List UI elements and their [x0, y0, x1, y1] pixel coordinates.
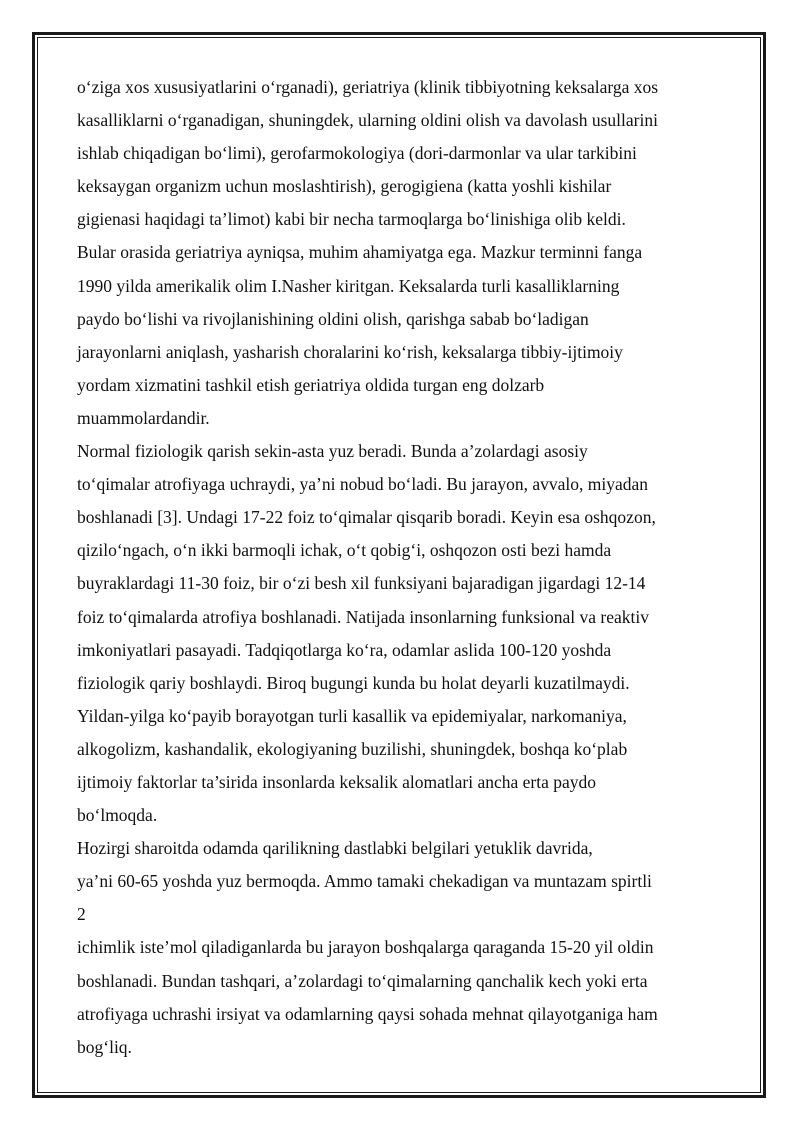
document-body [77, 71, 737, 1064]
text-line: ichimlik iste’mol qiladiganlarda bu jarayon boshqalarga qaraganda 15-20 yil oldin [77, 937, 654, 958]
text-line: foiz to‘qimalarda atrofiya boshlanadi. Natijada insonlarning funksional va reaktiv [77, 606, 649, 627]
text-line: keksaygan organizm uchun moslashtirish), gerogigiena (katta yoshli kishilar [77, 176, 612, 197]
text-line: boshlanadi [3]. Undagi 17-22 foiz to‘qimalar qisqarib boradi. Keyin esa oshqozon, [77, 507, 656, 528]
page-number: 2 [77, 904, 86, 925]
text-line: ya’ni 60-65 yoshda yuz bermoqda. Ammo tamaki chekadigan va muntazam spirtli [77, 871, 652, 892]
text-line: ijtimoiy faktorlar ta’sirida insonlarda keksalik alomatlari ancha erta paydo [77, 771, 596, 792]
text-line: fiziologik qariy boshlaydi. Biroq bugungi kunda bu holat deyarli kuzatilmaydi. [77, 672, 630, 693]
text-line: Yildan-yilga ko‘payib borayotgan turli kasallik va epidemiyalar, narkomaniya, [77, 705, 627, 726]
text-line: bo‘lmoqda. [77, 805, 158, 826]
text-line: qizilo‘ngach, o‘n ikki barmoqli ichak, o‘t qobig‘i, oshqozon osti bezi hamda [77, 540, 612, 561]
text-line: paydo bo‘lishi va rivojlanishining oldini olish, qarishga sabab bo‘ladigan [77, 308, 589, 329]
text-line: o‘ziga xos xususiyatlarini o‘rganadi), geriatriya (klinik tibbiyotning keksalarga xos [77, 77, 659, 97]
text-line: kasalliklarni o‘rganadigan, shuningdek, ularning oldini olish va davolash usullarini [77, 110, 658, 131]
text-line: imkoniyatlari pasayadi. Tadqiqotlarga ko‘ra, odamlar aslida 100-120 yoshda [77, 639, 612, 660]
text-line: buyraklardagi 11-30 foiz, bir o‘zi besh xil funksiyani bajaradigan jigardagi 12-14 [77, 573, 646, 594]
text-line: Bular orasida geriatriya ayniqsa, muhim ahamiyatga ega. Mazkur terminni fanga [77, 242, 643, 263]
text-line: muammolardandir. [77, 407, 210, 428]
text-line: to‘qimalar atrofiyaga uchraydi, ya’ni nobud bo‘ladi. Bu jarayon, avvalo, miyadan [77, 474, 648, 495]
text-line: atrofiyaga uchrashi irsiyat va odamlarning qaysi sohada mehnat qilayotganiga ham [77, 1003, 658, 1024]
text-line: gigienasi haqidagi ta’limot) kabi bir necha tarmoqlarga bo‘linishiga olib keldi. [77, 209, 626, 230]
text-line: jarayonlarni aniqlash, yasharish choralarini ko‘rish, keksalarga tibbiy-ijtimoiy [77, 341, 623, 362]
text-line: Hozirgi sharoitda odamda qarilikning dastlabki belgilari yetuklik davrida, [77, 838, 593, 859]
text-line: boshlanadi. Bundan tashqari, a’zolardagi to‘qimalarning qanchalik kech yoki erta [77, 970, 648, 991]
text-line: alkogolizm, kashandalik, ekologiyaning buzilishi, shuningdek, boshqa ko‘plab [77, 738, 628, 759]
text-line: yordam xizmatini tashkil etish geriatriya oldida turgan eng dolzarb [77, 374, 545, 395]
text-line: Normal fiziologik qarish sekin-asta yuz beradi. Bunda a’zolardagi asosiy [77, 441, 588, 462]
text-line: 1990 yilda amerikalik olim I.Nasher kiritgan. Keksalarda turli kasalliklarning [77, 275, 620, 296]
text-line: bog‘liq. [77, 1036, 132, 1057]
text-line: ishlab chiqadigan bo‘limi), gerofarmokologiya (dori-darmonlar va ular tarkibini [77, 143, 637, 164]
